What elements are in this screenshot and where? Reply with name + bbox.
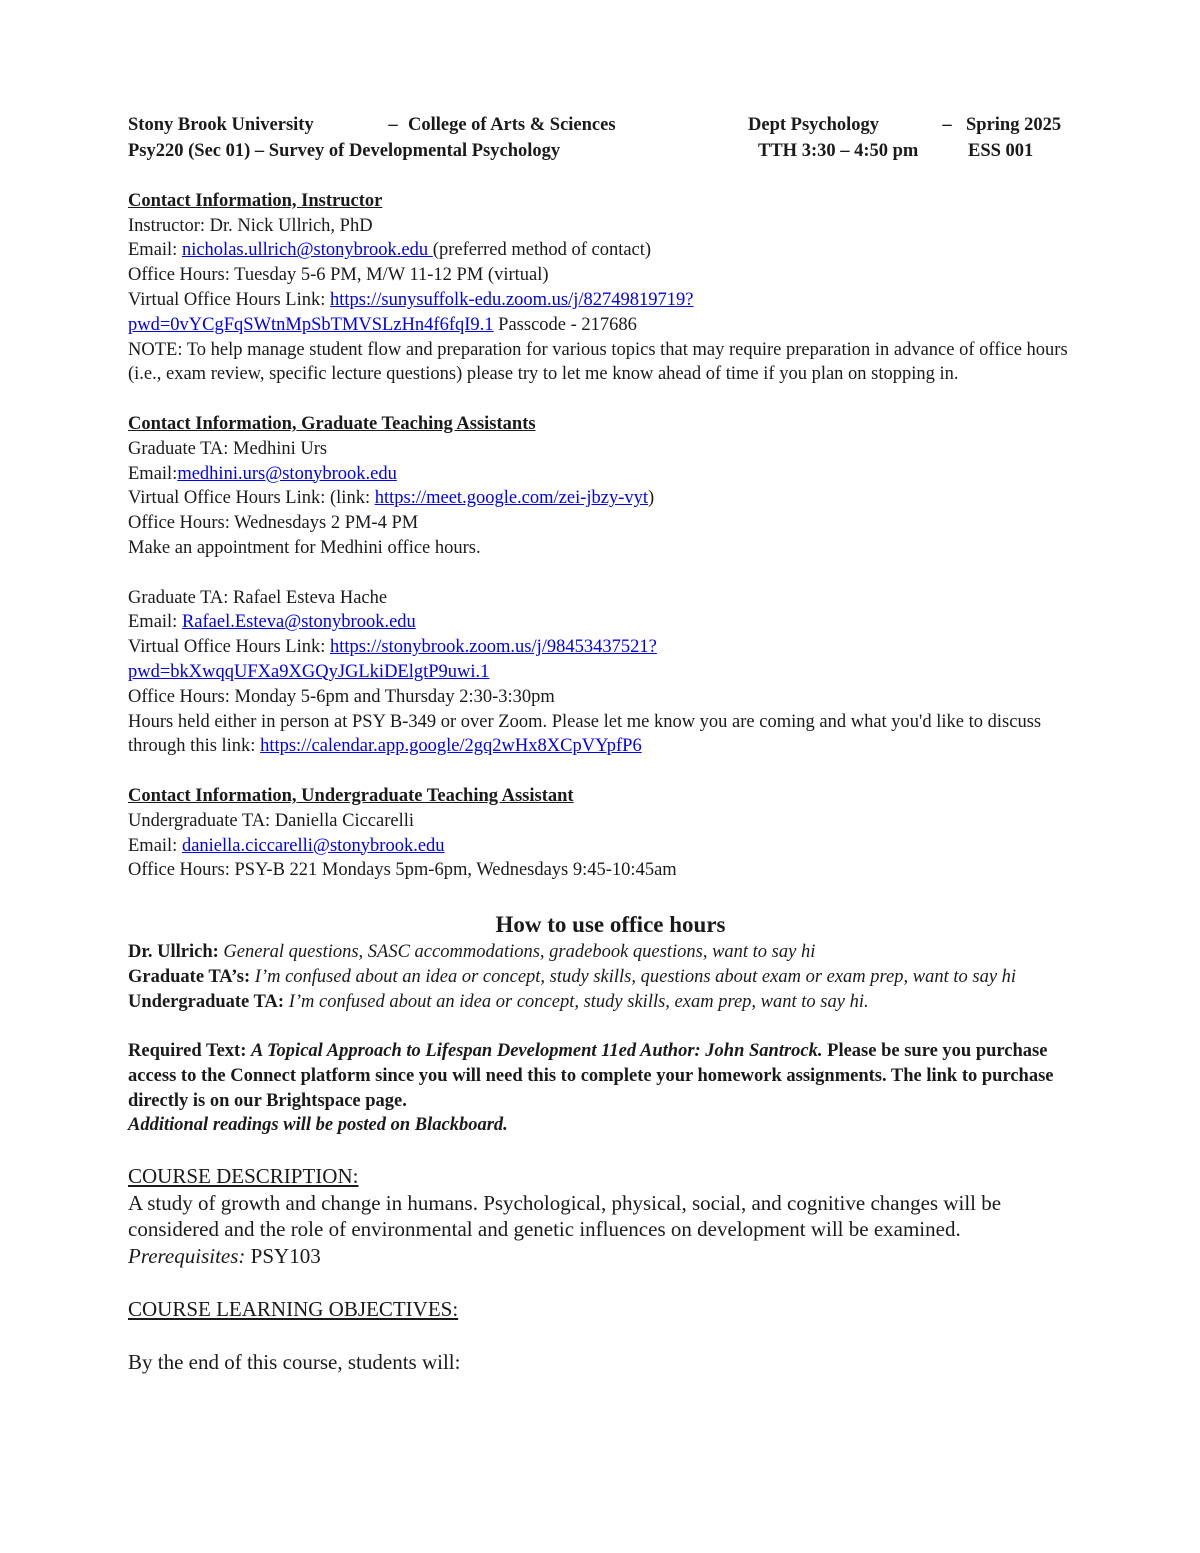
instructor-email-link[interactable]: nicholas.ullrich@stonybrook.edu	[181, 240, 433, 261]
required-text-label: Required Text:	[128, 1041, 252, 1062]
required-text-paragraph	[128, 1039, 1093, 1113]
usage-label: Undergraduate TA:	[128, 991, 285, 1012]
usage-row-grad-ta	[128, 965, 1093, 990]
email-label: Email:	[128, 240, 182, 261]
ta1-virtual-line	[128, 486, 1093, 511]
ta2-held-line	[128, 710, 1093, 760]
spacer	[128, 561, 1093, 586]
spacer	[128, 883, 1093, 908]
usage-text: General questions, SASC accommodations, gradebook questions, want to say hi	[218, 941, 816, 962]
virtual-close: )	[648, 488, 655, 509]
header-row-2	[128, 138, 1093, 164]
ta2-zoom-link-cont[interactable]: pwd=bkXwqqUFXa9XGQyJGLkiDElgtP9uwi.1	[128, 661, 490, 682]
virtual-label: Virtual Office Hours Link:	[128, 289, 331, 310]
email-label: Email:	[128, 463, 178, 484]
instructor-virtual-line-2	[128, 313, 1093, 338]
usage-text: I’m confused about an idea or concept, study skills, exam prep, want to say hi.	[284, 991, 869, 1012]
instructor-virtual-line	[128, 288, 1093, 313]
spacer	[128, 1138, 1093, 1163]
course-description-body: A study of growth and change in humans. Psychological, physical, social, and cognitive changes will be considered and the role of environmental and genetic influences on development will be examined.	[128, 1190, 1002, 1242]
instructor-zoom-link[interactable]: https://sunysuffolk-edu.zoom.us/j/82749819719?	[330, 289, 694, 310]
ta1-name: Graduate TA: Medhini Urs	[128, 438, 328, 459]
prerequisites-value: PSY103	[245, 1243, 321, 1268]
office-hours-usage-title: How to use office hours	[495, 911, 726, 937]
usage-row-instructor	[128, 940, 1093, 965]
ugrad-ta-name: Undergraduate TA: Daniella Ciccarelli	[128, 810, 415, 831]
header-row-1	[128, 112, 1093, 138]
ta2-email-link[interactable]: Rafael.Esteva@stonybrook.edu	[181, 612, 416, 633]
ta1-appointment: Make an appointment for Medhini office hours.	[128, 537, 481, 558]
ta2-virtual-line	[128, 635, 1093, 660]
usage-label: Graduate TA’s:	[128, 966, 251, 987]
header-dash: –	[388, 115, 398, 135]
ta1-meet-link[interactable]: https://meet.google.com/zei-jbzy-vyt	[374, 488, 649, 509]
ta2-office-hours: Office Hours: Monday 5-6pm and Thursday 2:30-3:30pm	[128, 686, 555, 707]
spacer	[128, 1014, 1093, 1039]
usage-label: Dr. Ullrich:	[128, 941, 219, 962]
additional-readings: Additional readings will be posted on Blackboard.	[128, 1115, 508, 1136]
required-text-body: Please be sure you purchase access to the Connect platform since you will need this to complete your homework assignments. The link to purchase directly is on our Brightspace page.	[128, 1041, 1054, 1111]
email-label: Email:	[128, 612, 182, 633]
email-label: Email:	[128, 835, 182, 856]
instructor-note: NOTE: To help manage student flow and preparation for various topics that may require preparation in advance of office hours (i.e., exam review, specific lecture questions) please try to let me know ahead of time if you plan on stopping in.	[128, 339, 1068, 385]
ta2-virtual-line-2	[128, 660, 1093, 685]
spacer	[128, 164, 1093, 189]
class-time: TTH 3:30 – 4:50 pm	[758, 141, 919, 161]
ugrad-ta-email-link[interactable]: daniella.ciccarelli@stonybrook.edu	[181, 835, 445, 856]
grad-ta-section-title: Contact Information, Graduate Teaching Assistants	[128, 413, 536, 434]
ta2-calendar-link[interactable]: https://calendar.app.google/2gq2wHx8XCpVYpfP6	[260, 736, 642, 757]
ta1-email-line	[128, 462, 1093, 487]
ta2-zoom-link[interactable]: https://stonybrook.zoom.us/j/98453437521?	[330, 637, 657, 658]
passcode: Passcode - 217686	[493, 314, 637, 335]
instructor-office-hours: Office Hours: Tuesday 5-6 PM, M/W 11-12 PM (virtual)	[128, 265, 549, 286]
ta2-email-line	[128, 610, 1093, 635]
university-name: Stony Brook University	[128, 115, 314, 135]
required-text-book: A Topical Approach to Lifespan Development 11ed Author: John Santrock.	[251, 1041, 823, 1062]
course-description-title: COURSE DESCRIPTION:	[128, 1164, 359, 1189]
usage-text: I’m confused about an idea or concept, study skills, questions about exam or exam prep, want to say hi	[250, 966, 1017, 987]
term-label: Spring 2025	[966, 115, 1062, 135]
prerequisites-label: Prerequisites:	[128, 1243, 246, 1268]
spacer	[128, 1323, 1093, 1350]
virtual-label: Virtual Office Hours Link: (link:	[128, 488, 375, 509]
ugrad-ta-email-line	[128, 834, 1093, 859]
department-name: Dept Psychology	[748, 115, 880, 135]
prerequisites-line	[128, 1243, 1093, 1270]
spacer	[128, 387, 1093, 412]
ta2-name: Graduate TA: Rafael Esteva Hache	[128, 587, 388, 608]
header-spacer	[658, 112, 748, 138]
header-dash: –	[942, 115, 952, 135]
instructor-email-line	[128, 238, 1093, 263]
college-name: College of Arts & Sciences	[408, 115, 616, 135]
instructor-zoom-link-cont[interactable]: pwd=0vYCgFqSWtnMpSbTMVSLzHn4f6fqI9.1	[128, 314, 494, 335]
spacer	[128, 759, 1093, 784]
syllabus-page	[128, 112, 1093, 1376]
email-note: (preferred method of contact)	[432, 240, 652, 261]
ta1-office-hours: Office Hours: Wednesdays 2 PM-4 PM	[128, 513, 419, 534]
ta2-held-text: Hours held either in person at PSY B-349 or over Zoom. Please let me know you are coming and what you'd like to discuss through this link:	[128, 711, 1042, 757]
course-title: Psy220 (Sec 01) – Survey of Developmental Psychology	[128, 141, 561, 161]
spacer	[128, 1269, 1093, 1296]
virtual-label: Virtual Office Hours Link:	[128, 637, 331, 658]
learning-objectives-title: COURSE LEARNING OBJECTIVES:	[128, 1297, 459, 1322]
instructor-section-title: Contact Information, Instructor	[128, 190, 383, 211]
ugrad-ta-office-hours: Office Hours: PSY-B 221 Mondays 5pm-6pm, Wednesdays 9:45-10:45am	[128, 860, 677, 881]
objectives-intro: By the end of this course, students will:	[128, 1350, 461, 1375]
ta1-email-link[interactable]: medhini.urs@stonybrook.edu	[177, 463, 397, 484]
usage-row-ugrad-ta	[128, 990, 1093, 1015]
class-room: ESS 001	[968, 141, 1034, 161]
instructor-name: Instructor: Dr. Nick Ullrich, PhD	[128, 215, 373, 236]
ugrad-ta-section-title: Contact Information, Undergraduate Teaching Assistant	[128, 785, 574, 806]
